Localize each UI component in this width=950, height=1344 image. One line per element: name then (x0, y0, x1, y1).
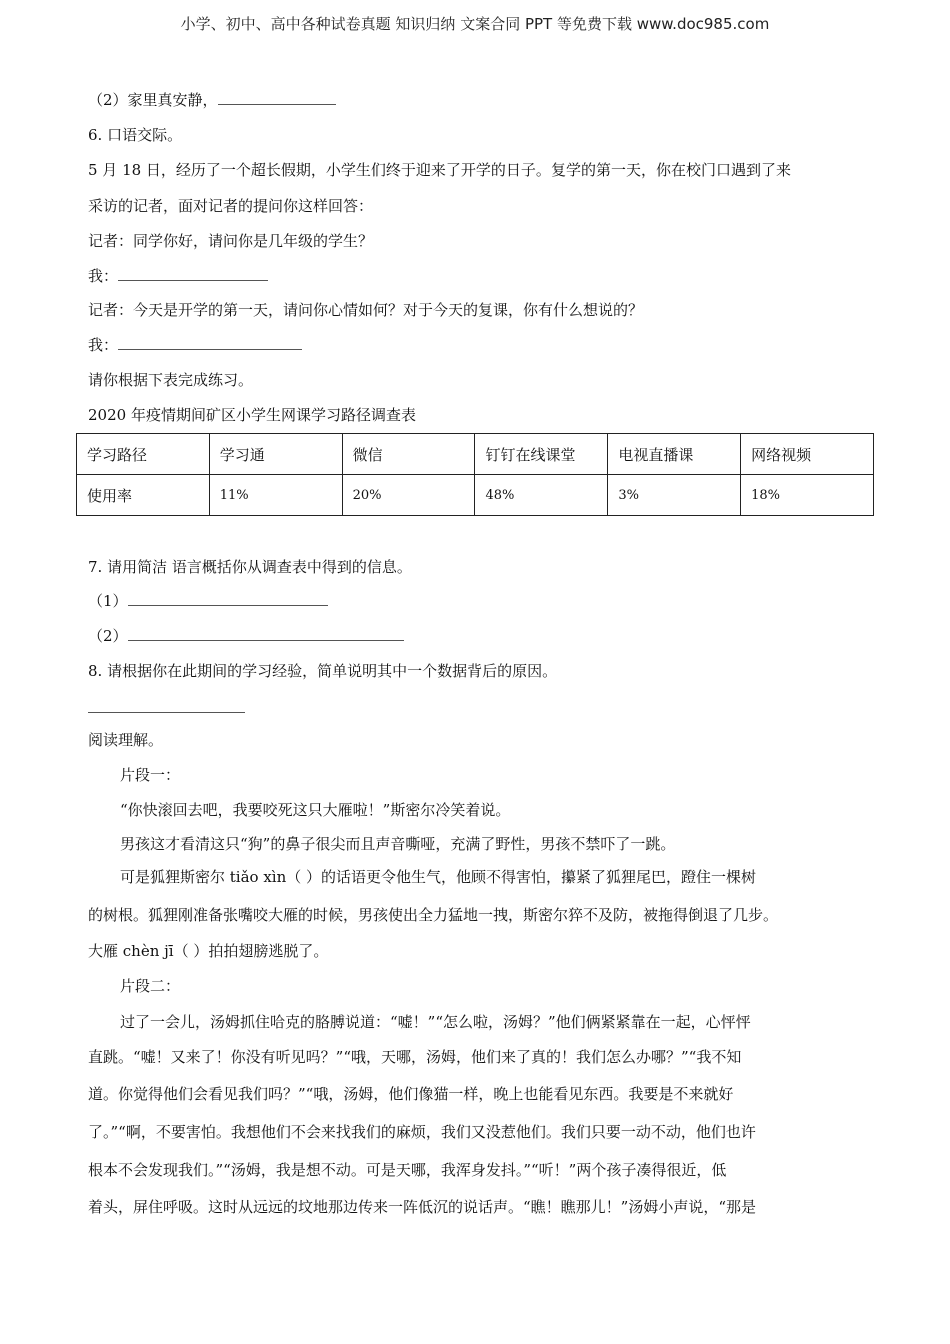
table-header-row (77, 434, 874, 475)
answer-blank[interactable] (118, 266, 268, 281)
table-cell: 20% (342, 475, 475, 516)
table-header-cell: 钉钉在线课堂 (475, 434, 608, 475)
answer-blank[interactable] (128, 626, 404, 641)
q7-item-1-label: （1） (88, 592, 128, 610)
table-cell: 使用率 (77, 475, 210, 516)
fragment-1-paragraph-3-line-2: 的树根。狐狸刚准备张嘴咬大雁的时候，男孩使出全力猛地一拽，斯密尔猝不及防，被拖得倒退了几步。 (88, 906, 779, 924)
fragment-2-line-5: 根本不会发现我们。”“汤姆，我是想不动。可是天哪，我浑身发抖。”“听！”两个孩子凑得很近，低 (88, 1161, 727, 1179)
answer-blank[interactable] (88, 712, 245, 713)
answer-blank[interactable] (128, 591, 328, 606)
survey-table (76, 433, 874, 516)
fragment-1-label: 片段一： (120, 766, 181, 784)
table-title: 2020 年疫情期间矿区小学生网课学习路径调查表 (88, 406, 416, 424)
fragment-1-paragraph-1: “你快滚回去吧，我要咬死这只大雁啦！”斯密尔冷笑着说。 (120, 801, 511, 819)
q6-reporter-question-2: 记者：今天是开学的第一天，请问你心情如何？对于今天的复课，你有什么想说的？ (88, 301, 644, 319)
q5-item-2-text: （2）家里真安静， (88, 91, 218, 109)
q6-answer-1 (88, 266, 268, 286)
page-header: 小学、初中、高中各种试卷真题 知识归纳 文案合同 PPT 等免费下载 www.doc985.com (180, 15, 770, 33)
table-cell: 18% (741, 475, 874, 516)
q6-intro-line-2: 采访的记者，面对记者的提问你这样回答： (88, 197, 374, 215)
table-header-cell: 学习通 (209, 434, 342, 475)
table-row (77, 475, 874, 516)
fragment-1-paragraph-2: 男孩这才看清这只“狗”的鼻子很尖而且声音嘶哑，充满了野性，男孩不禁吓了一跳。 (120, 835, 676, 853)
q7-item-1 (88, 591, 328, 611)
q6-title: 6. 口语交际。 (88, 126, 183, 144)
table-cell: 3% (608, 475, 741, 516)
q6-answer-2-label: 我： (88, 336, 119, 354)
fragment-2-label: 片段二： (120, 977, 181, 995)
reading-title: 阅读理解。 (88, 731, 164, 749)
q6-reporter-question-1: 记者：同学你好，请问你是几年级的学生？ (88, 232, 374, 250)
q6-answer-2 (88, 335, 302, 355)
answer-blank[interactable] (218, 90, 336, 105)
table-header-cell: 微信 (342, 434, 475, 475)
table-header-cell: 电视直播课 (608, 434, 741, 475)
q8-title: 8. 请根据你在此期间的学习经验，简单说明其中一个数据背后的原因。 (88, 662, 558, 680)
q7-title: 7. 请用简洁 语言概括你从调查表中得到的信息。 (88, 558, 412, 576)
q6-answer-1-label: 我： (88, 267, 119, 285)
q5-item-2 (88, 90, 336, 110)
q7-item-2-label: （2） (88, 627, 128, 645)
q6-intro-line-1: 5 月 18 日，经历了一个超长假期，小学生们终于迎来了开学的日子。复学的第一天，你在校门口遇到了来 (88, 161, 791, 179)
fragment-1-paragraph-3-line-1: 可是狐狸斯密尔 tiǎo xìn（ ）的话语更令他生气，他顾不得害怕，攥紧了狐狸尾巴，蹬住一棵树 (120, 868, 757, 886)
q7-item-2 (88, 626, 404, 646)
fragment-1-paragraph-3-line-3: 大雁 chèn jī（ ）拍拍翅膀逃脱了。 (88, 942, 329, 960)
table-cell: 11% (209, 475, 342, 516)
table-intro: 请你根据下表完成练习。 (88, 371, 254, 389)
fragment-2-line-3: 道。你觉得他们会看见我们吗？”“哦，汤姆，他们像猫一样，晚上也能看见东西。我要是不来就好 (88, 1085, 734, 1103)
answer-blank[interactable] (118, 335, 302, 350)
fragment-2-line-1: 过了一会儿，汤姆抓住哈克的胳膊说道：“嘘！”“怎么啦，汤姆？”他们俩紧紧靠在一起，心怦怦 (120, 1013, 751, 1031)
table-header-cell: 学习路径 (77, 434, 210, 475)
fragment-2-line-4: 了。”“啊，不要害怕。我想他们不会来找我们的麻烦，我们又没惹他们。我们只要一动不动，他们也许 (88, 1123, 756, 1141)
fragment-2-line-6: 着头，屏住呼吸。这时从远远的坟地那边传来一阵低沉的说话声。“瞧！瞧那儿！”汤姆小声说，“那是 (88, 1198, 757, 1216)
fragment-2-line-2: 直跳。“嘘！又来了！你没有听见吗？”“哦，天哪，汤姆，他们来了真的！我们怎么办哪？”“我不知 (88, 1048, 742, 1066)
table-cell: 48% (475, 475, 608, 516)
table-header-cell: 网络视频 (741, 434, 874, 475)
